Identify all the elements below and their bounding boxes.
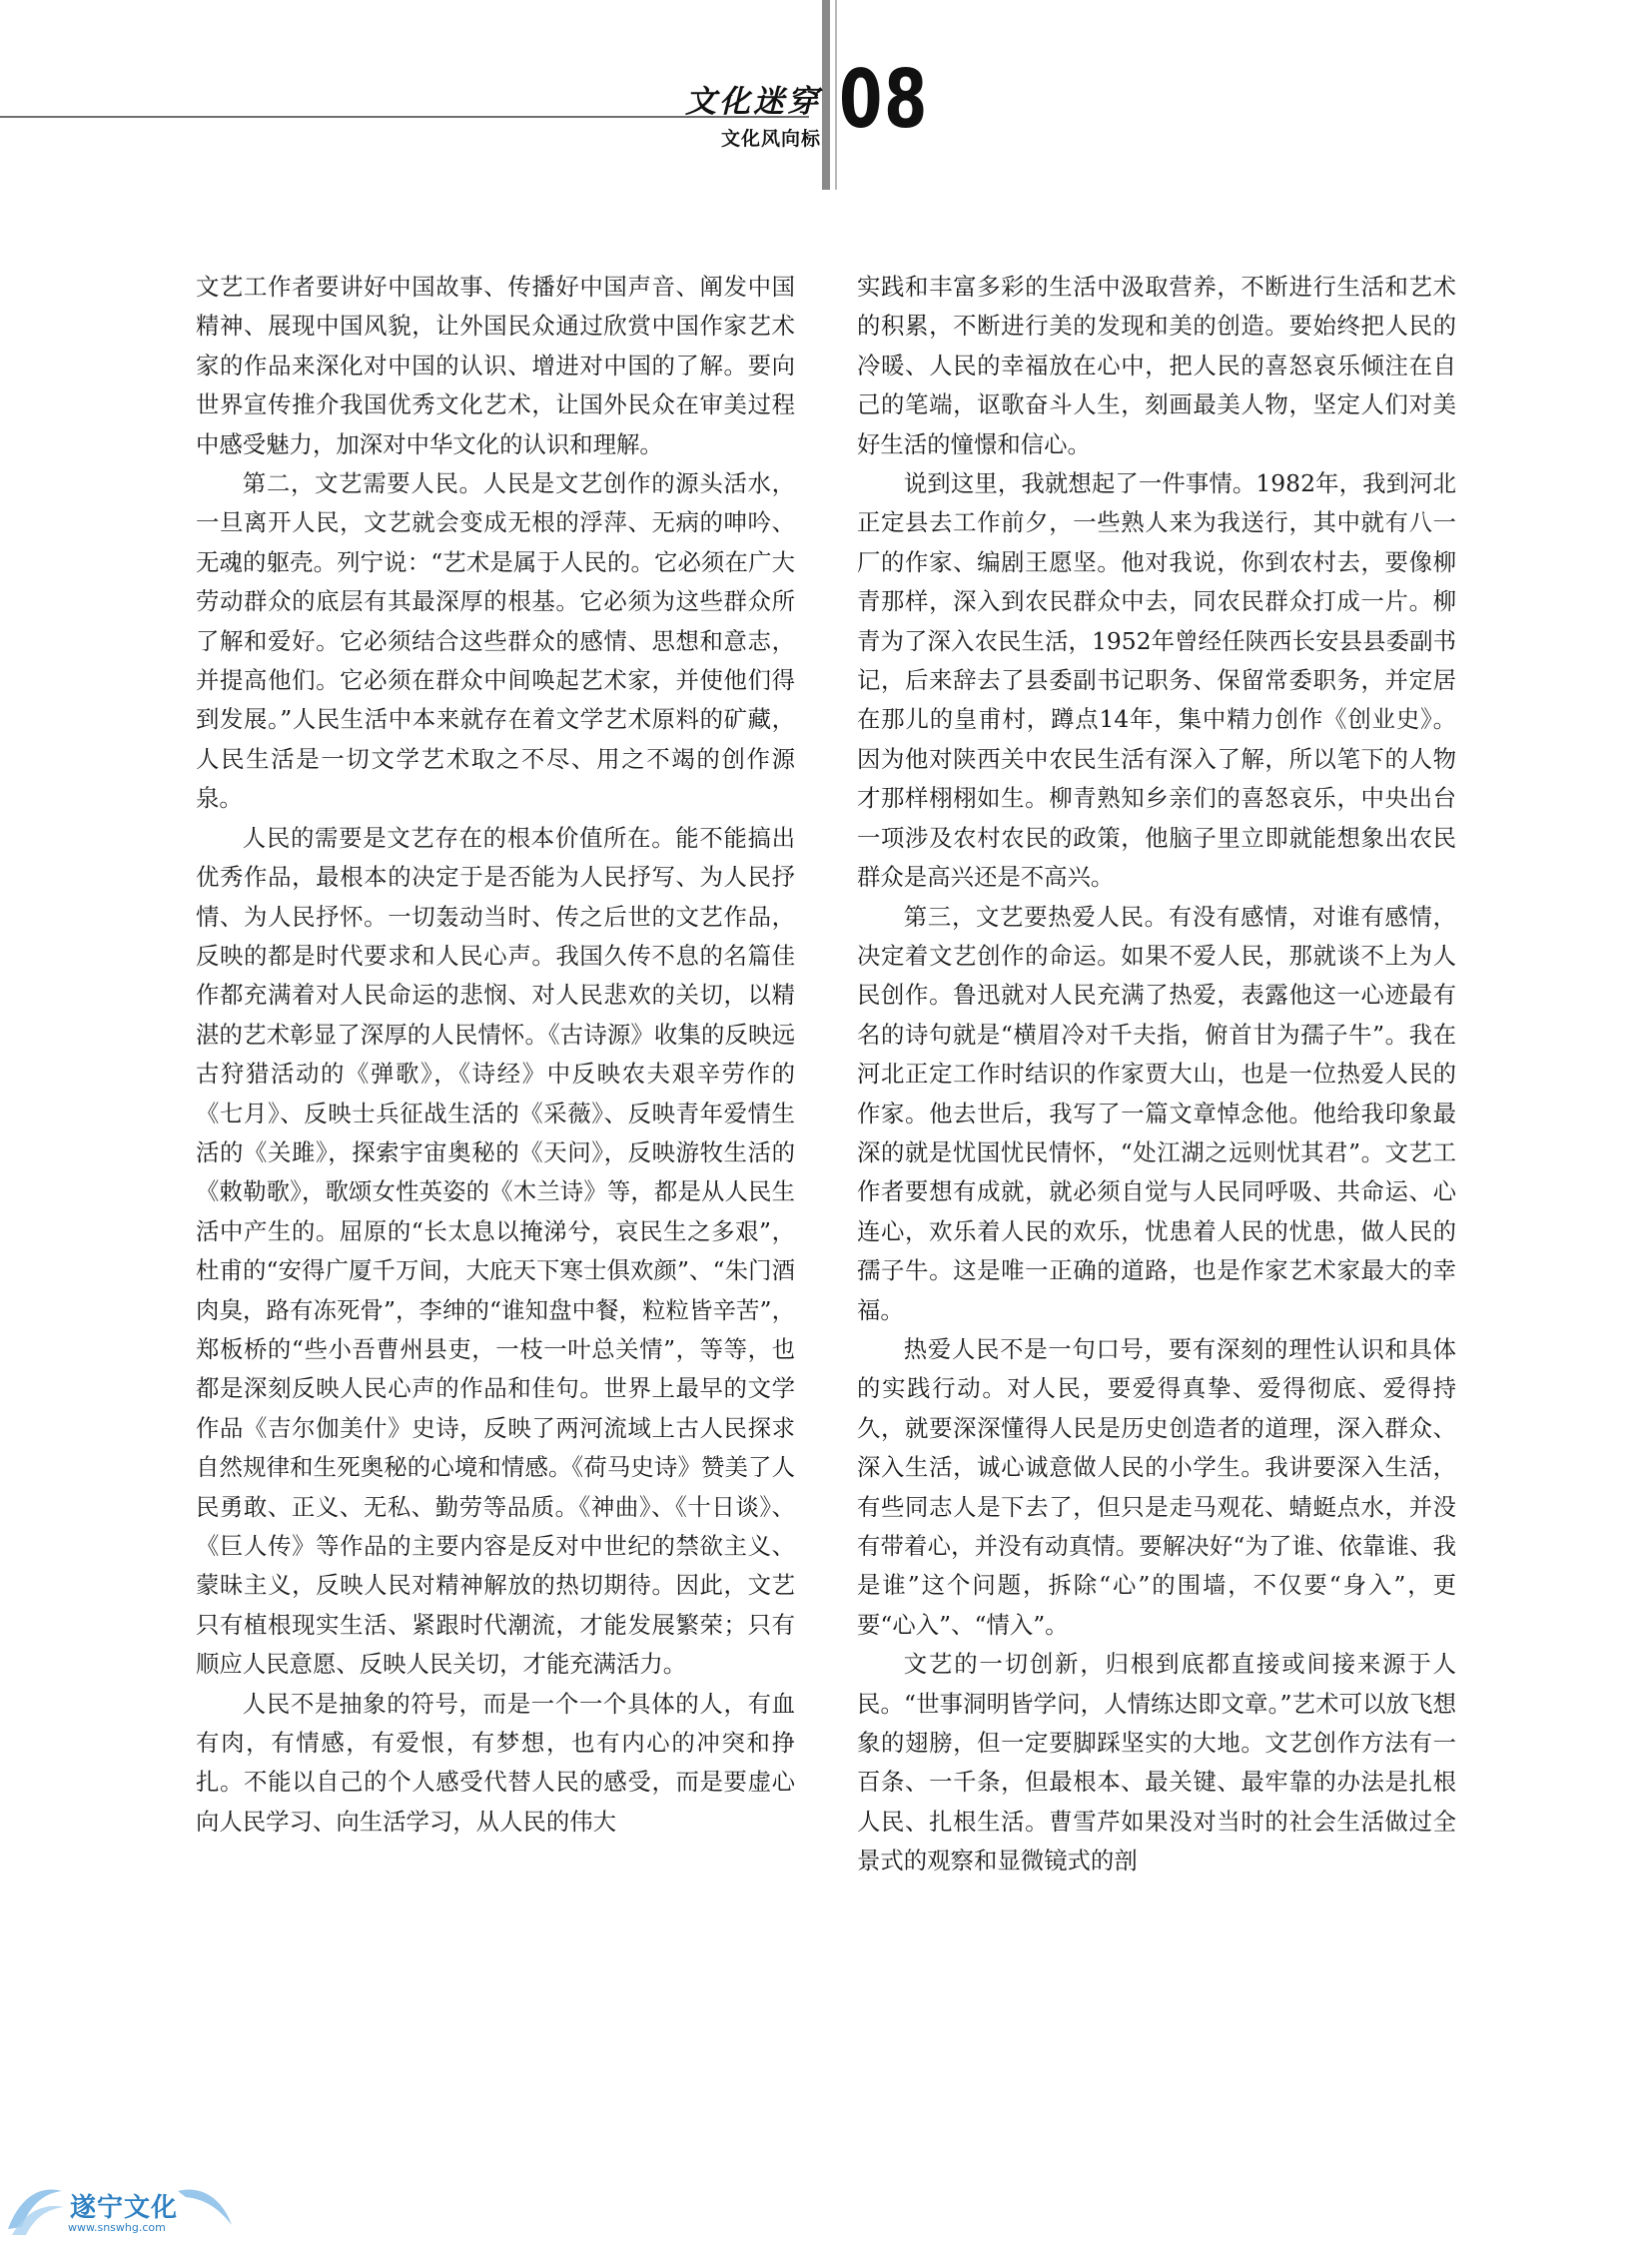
paragraph: 文艺工作者要讲好中国故事、传播好中国声音、阐发中国精神、展现中国风貌，让外国民众通过欣赏中国作家艺术家的作品来深化对中国的认识、增进对中国的了解。要向世界宣传推介我国优秀文化艺术，让国外民众在审美过程中感受魅力，加深对中华文化的认识和理解。 — [196, 273, 795, 458]
paragraph: 第三，文艺要热爱人民。有没有感情，对谁有感情，决定着文艺创作的命运。如果不爱人民，那就谈不上为人民创作。鲁迅就对人民充满了热爱，表露他这一心迹最有名的诗句就是“横眉冷对千夫指，俯首甘为孺子牛”。我在河北正定工作时结识的作家贾大山，也是一位热爱人民的作家。他去世后，我写了一篇文章悼念他。他给我印象最深的就是忧国忧民情怀，“处江湖之远则忧其君”。文艺工作者要想有成就，就必须自觉与人民同呼吸、共命运、心连心，欢乐着人民的欢乐，忧患着人民的忧患，做人民的孺子牛。这是唯一正确的道路，也是作家艺术家最大的幸福。 — [857, 902, 1456, 1324]
paragraph: 人民的需要是文艺存在的根本价值所在。能不能搞出优秀作品，最根本的决定于是否能为人民抒写、为人民抒情、为人民抒怀。一切轰动当时、传之后世的文艺作品，反映的都是时代要求和人民心声。我国久传不息的名篇佳作都充满着对人民命运的悲悯、对人民悲欢的关切，以精湛的艺术彰显了深厚的人民情怀。《古诗源》收集的反映远古狩猎活动的《弹歌》，《诗经》中反映农夫艰辛劳作的《七月》、反映士兵征战生活的《采薇》、反映青年爱情生活的《关雎》，探索宇宙奥秘的《天问》，反映游牧生活的《敕勒歌》，歌颂女性英姿的《木兰诗》等，都是从人民生活中产生的。屈原的“长太息以掩涕兮，哀民生之多艰”，杜甫的“安得广厦千万间，大庇天下寒士俱欢颜”、“朱门酒肉臭，路有冻死骨”，李绅的“谁知盘中餐，粒粒皆辛苦”，郑板桥的“些小吾曹州县吏，一枝一叶总关情”，等等，也都是深刻反映人民心声的作品和佳句。世界上最早的文学作品《吉尔伽美什》史诗，反映了两河流域上古人民探求自然规律和生死奥秘的心境和情感。《荷马史诗》赞美了人民勇敢、正义、无私、勤劳等品质。《神曲》、《十日谈》、《巨人传》等作品的主要内容是反对中世纪的禁欲主义、蒙昧主义，反映人民对精神解放的热切期待。因此，文艺只有植根现实生活、紧跟时代潮流，才能发展繁荣；只有顺应人民意愿、反映人民关切，才能充满活力。 — [196, 823, 795, 1679]
header-vertical-bar — [822, 0, 830, 190]
header-vertical-line — [835, 0, 837, 190]
paragraph: 说到这里，我就想起了一件事情。1982年，我到河北正定县去工作前夕，一些熟人来为我送行，其中就有八一厂的作家、编剧王愿坚。他对我说，你到农村去，要像柳青那样，深入到农民群众中去，同农民群众打成一片。柳青为了深入农民生活，1952年曾经任陕西长安县县委副书记，后来辞去了县委副书记职务、保留常委职务，并定居在那儿的皇甫村，蹲点14年，集中精力创作《创业史》。因为他对陕西关中农民生活有深入了解，所以笔下的人物才那样栩栩如生。柳青熟知乡亲们的喜怒哀乐，中央出台一项涉及农村农民的政策，他脑子里立即就能想象出农民群众是高兴还是不高兴。 — [857, 469, 1456, 892]
section-title: 文化迷穿 — [685, 84, 821, 120]
paragraph: 第二，文艺需要人民。人民是文艺创作的源头活水，一旦离开人民，文艺就会变成无根的浮萍、无病的呻吟、无魂的躯壳。列宁说：“艺术是属于人民的。它必须在广大劳动群众的底层有其最深厚的根基。它必须为这些群众所了解和爱好。它必须结合这些群众的感情、思想和意志，并提高他们。它必须在群众中间唤起艺术家，并使他们得到发展。”人民生活中本来就存在着文学艺术原料的矿藏，人民生活是一切文学艺术取之不尽、用之不竭的创作源泉。 — [196, 469, 795, 813]
left-column — [196, 268, 795, 1842]
paragraph: 人民不是抽象的符号，而是一个一个具体的人，有血有肉，有情感，有爱恨，有梦想，也有内心的冲突和挣扎。不能以自己的个人感受代替人民的感受，而是要虚心向人民学习、向生活学习，从人民的伟大 — [196, 1689, 795, 1836]
paragraph: 文艺的一切创新，归根到底都直接或间接来源于人民。“世事洞明皆学问，人情练达即文章。”艺术可以放飞想象的翅膀，但一定要脚踩坚实的大地。文艺创作方法有一百条、一千条，但最根本、最关键、最牢靠的办法是扎根人民、扎根生活。曹雪芹如果没对当时的社会生活做过全景式的观察和显微镜式的剖 — [857, 1650, 1456, 1875]
paragraph: 实践和丰富多彩的生活中汲取营养，不断进行生活和艺术的积累，不断进行美的发现和美的创造。要始终把人民的冷暖、人民的幸福放在心中，把人民的喜怒哀乐倾注在自己的笔端，讴歌奋斗人生，刻画最美人物，坚定人们对美好生活的憧憬和信心。 — [857, 273, 1456, 458]
page-number: 08 — [839, 53, 929, 146]
paragraph: 热爱人民不是一句口号，要有深刻的理性认识和具体的实践行动。对人民，要爱得真挚、爱得彻底、爱得持久，就要深深懂得人民是历史创造者的道理，深入群众、深入生活，诚心诚意做人民的小学生。我讲要深入生活，有些同志人是下去了，但只是走马观花、蜻蜓点水，并没有带着心，并没有动真情。要解决好“为了谁、依靠谁、我是谁”这个问题，拆除“心”的围墙，不仅要“身入”，更要“心入”、“情入”。 — [857, 1334, 1456, 1639]
watermark-url: www.snswhg.com — [68, 2221, 166, 2234]
section-subtitle: 文化风向标 — [720, 128, 821, 150]
right-column — [857, 268, 1456, 1881]
watermark-text: 遂宁文化 — [70, 2193, 179, 2223]
